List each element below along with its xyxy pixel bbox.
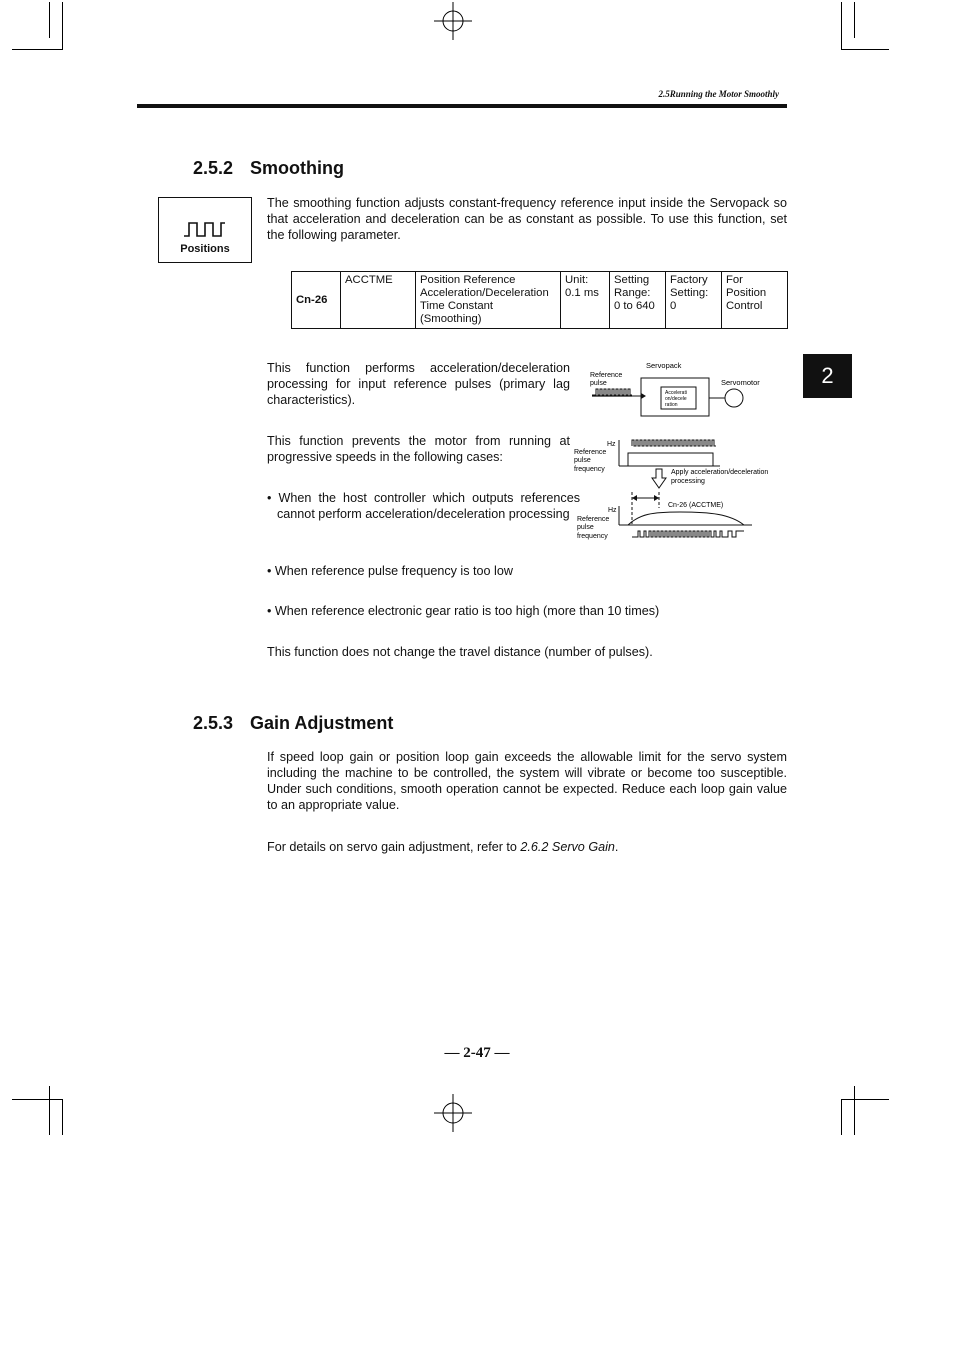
pulse-train-bottom bbox=[632, 531, 744, 537]
reference-pulse-label: Reference bbox=[590, 372, 623, 379]
frequency-label: pulse bbox=[577, 524, 594, 531]
param-factory-line: 0 bbox=[670, 300, 677, 312]
registration-mark-top bbox=[432, 0, 474, 42]
section-heading-gain bbox=[193, 713, 393, 734]
servomotor-label: Servomotor bbox=[721, 378, 760, 387]
bullet-low-frequency: • When reference pulse frequency is too low bbox=[267, 564, 513, 578]
running-title: 2.5Running the Motor Smoothly bbox=[658, 89, 779, 99]
section-number: 2.5.2 bbox=[193, 158, 234, 178]
parameter-table bbox=[291, 271, 788, 329]
inner-box-label: ration bbox=[665, 402, 678, 408]
param-unit bbox=[561, 272, 610, 329]
hz-label: Hz bbox=[608, 507, 617, 514]
param-factory-line: Setting: bbox=[670, 287, 709, 299]
bullet-gear-ratio: • When reference electronic gear ratio is too high (more than 10 times) bbox=[267, 604, 660, 618]
section-number: 2.5.3 bbox=[193, 713, 234, 733]
gain-para-1: If speed loop gain or position loop gain exceeds the allowable limit for the servo system including the machine to be controlled, the system will vibrate or become too susceptible. Under such conditions, smooth operation cannot be expected. Reduce each loop gain value to an appropriate value. bbox=[267, 750, 787, 812]
frequency-label: Reference bbox=[574, 449, 607, 456]
hz-label: Hz bbox=[607, 441, 616, 448]
frequency-label: Reference bbox=[577, 516, 610, 523]
process-arrow bbox=[652, 469, 666, 488]
param-description-line: (Smoothing) bbox=[420, 313, 482, 325]
positions-box bbox=[158, 197, 252, 263]
param-control-line: Position bbox=[726, 287, 767, 299]
reference-pulse-label: pulse bbox=[590, 380, 607, 387]
frequency-label: pulse bbox=[574, 457, 591, 464]
page-number: — 2-47 — bbox=[444, 1045, 510, 1061]
frequency-label: frequency bbox=[574, 466, 605, 473]
param-factory-setting bbox=[666, 272, 722, 329]
header-rule bbox=[137, 104, 787, 108]
frequency-label: frequency bbox=[577, 533, 608, 540]
param-range-line: 0 to 640 bbox=[614, 300, 655, 312]
cn26-label: Cn-26 (ACCTME) bbox=[668, 502, 724, 509]
param-description-line: Acceleration/Deceleration bbox=[420, 287, 549, 299]
table-row bbox=[292, 272, 788, 329]
param-name: ACCTME bbox=[341, 272, 416, 329]
smoothing-para-3: This function does not change the travel distance (number of pulses). bbox=[267, 645, 653, 659]
param-control-line: Control bbox=[726, 300, 763, 312]
section-heading-smoothing bbox=[193, 158, 344, 179]
gain-para-2-prefix: For details on servo gain adjustment, refer to bbox=[267, 840, 521, 854]
param-description-line: Time Constant bbox=[420, 300, 494, 312]
param-unit-line: Unit: bbox=[565, 274, 589, 286]
section-title: Smoothing bbox=[250, 158, 344, 178]
chapter-tab: 2 bbox=[803, 354, 852, 398]
param-range-line: Setting bbox=[614, 274, 650, 286]
smoothing-diagram bbox=[570, 358, 785, 548]
pulse-train-top bbox=[632, 440, 716, 446]
servo-gain-reference[interactable]: 2.6.2 Servo Gain bbox=[520, 840, 615, 854]
smoothing-para-1: This function performs acceleration/deceleration processing for input reference pulses (primary lag characteristics). bbox=[267, 361, 570, 407]
positions-label: Positions bbox=[180, 243, 230, 255]
inner-box-label: on/decele bbox=[665, 396, 687, 402]
param-control-line: For bbox=[726, 274, 743, 286]
apply-label: processing bbox=[671, 478, 705, 485]
param-unit-line: 0.1 ms bbox=[565, 287, 599, 299]
servomotor-symbol bbox=[725, 389, 743, 407]
registration-mark-bottom bbox=[432, 1092, 474, 1134]
param-code: Cn-26 bbox=[292, 272, 341, 329]
pulse-train-icon bbox=[183, 221, 227, 239]
gain-para-2 bbox=[267, 839, 787, 855]
section-title: Gain Adjustment bbox=[250, 713, 394, 733]
inner-box-label: Accelerati bbox=[665, 390, 687, 396]
frequency-step-profile bbox=[619, 453, 713, 466]
smoothed-frequency-profile bbox=[628, 512, 744, 525]
param-description-line: Position Reference bbox=[420, 274, 516, 286]
input-pulse-train bbox=[592, 389, 632, 395]
smoothing-para-2: This function prevents the motor from running at progressive speeds in the following cases: bbox=[267, 434, 570, 464]
apply-label: Apply acceleration/deceleration bbox=[671, 469, 769, 476]
param-range-line: Range: bbox=[614, 287, 651, 299]
servopack-label: Servopack bbox=[646, 361, 682, 370]
bullet-host-controller: • When the host controller which outputs references cannot perform acceleration/deceleration processing bbox=[267, 491, 580, 521]
param-factory-line: Factory bbox=[670, 274, 708, 286]
param-description bbox=[416, 272, 561, 329]
param-control-mode bbox=[722, 272, 788, 329]
param-range bbox=[610, 272, 666, 329]
smoothing-intro: The smoothing function adjusts constant-frequency reference input inside the Servopack so that acceleration and deceleration can be as constant as possible. To use this function, set the following parameter. bbox=[267, 196, 787, 242]
gain-para-2-suffix: . bbox=[614, 840, 619, 854]
